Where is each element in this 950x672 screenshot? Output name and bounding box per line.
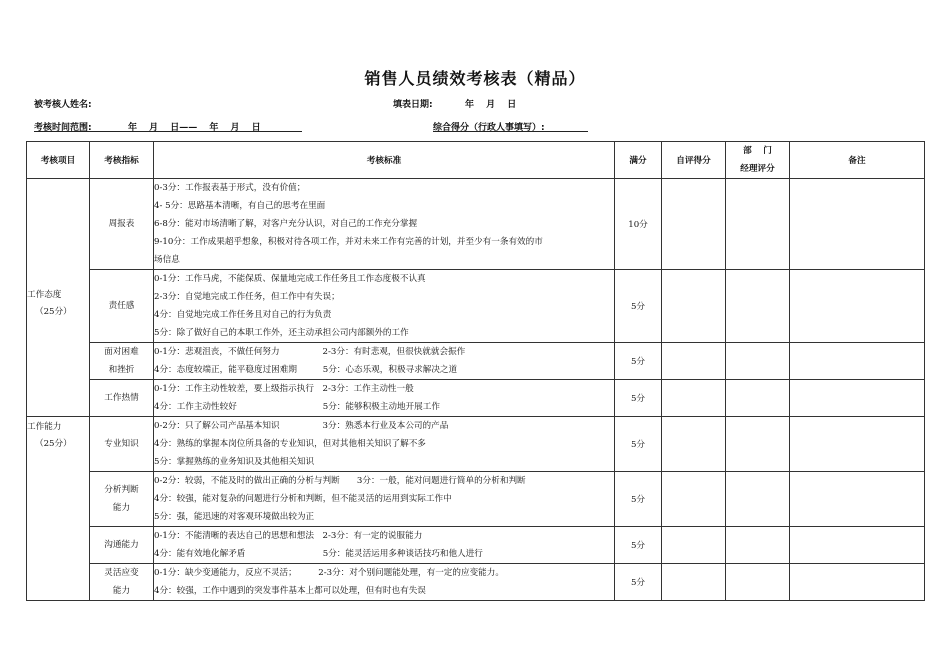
appraisal-table [26,141,925,601]
indicator-label: 能力 [112,586,131,596]
criteria-line: 6-8分：能对市场清晰了解，对客户充分认识，对自己的工作充分掌握 [154,219,418,229]
criteria-cell [154,527,615,564]
criteria-line: 5分：除了做好自己的本职工作外，还主动承担公司内部额外的工作 [154,328,409,338]
indicator-cell [90,343,154,380]
full-score-cell: 5分 [615,564,662,601]
full-score-cell: 5分 [615,417,662,472]
criteria-line: 0-1分：不能清晰的表达自己的思想和想法 2-3分：有一定的说服能力 [154,531,423,541]
criteria-cell [154,564,615,601]
criteria-line: 0-2分：较弱，不能及时的做出正确的分析与判断 3分：一般，能对问题进行简单的分析和判断 [154,476,526,486]
self-score-cell[interactable] [662,179,726,270]
criteria-cell [154,179,615,270]
table-row [27,179,925,270]
total-score-underline [433,131,588,132]
criteria-cell [154,343,615,380]
page-title: 销售人员绩效考核表（精品） [364,69,586,88]
self-score-cell[interactable] [662,417,726,472]
table-row [27,270,925,343]
col-header-full-score: 满分 [615,142,662,179]
category-points: （25分） [35,307,72,317]
manager-score-cell[interactable] [726,527,790,564]
criteria-line: 4- 5分：思路基本清晰，有自己的思考在里面 [154,201,326,211]
indicator-cell: 专业知识 [90,417,154,472]
criteria-line: 4分：较强，能对复杂的问题进行分析和判断，但不能灵活的运用到实际工作中 [154,494,452,504]
table-row [27,527,925,564]
full-score-cell: 5分 [615,270,662,343]
manager-score-cell[interactable] [726,343,790,380]
indicator-label: 和挫折 [108,365,135,375]
indicator-label: 能力 [112,503,131,513]
col-header-note: 备注 [790,142,925,179]
criteria-line: 0-1分：缺少变通能力，反应不灵活； 2-3分：对个别问题能处理，有一定的应变能力。 [154,568,504,578]
manager-score-cell[interactable] [726,179,790,270]
indicator-label: 分析判断 [104,485,139,495]
criteria-line: 4分：较强，工作中遇到的突发事件基本上都可以处理，但有时也有失误 [154,586,426,596]
criteria-line: 5分：掌握熟练的业务知识及其他相关知识 [154,457,315,467]
category-cell [27,179,90,417]
indicator-cell: 沟通能力 [90,527,154,564]
note-cell[interactable] [790,417,925,472]
criteria-cell [154,417,615,472]
category-name: 工作能力 [27,422,62,432]
table-header-row [27,142,925,179]
date-fields: 年 月 日 [465,100,517,110]
self-score-cell[interactable] [662,380,726,417]
table-row [27,380,925,417]
self-score-cell[interactable] [662,472,726,527]
criteria-line: 场信息 [154,255,180,265]
self-score-cell[interactable] [662,527,726,564]
total-score-label: 综合得分（行政人事填写）: [433,123,545,133]
criteria-line: 4分：态度较端正，能平稳度过困难期 5分：心态乐观，积极寻求解决之道 [154,365,458,375]
period-fields: 年 月 日—— 年 月 日 [128,123,261,133]
manager-score-cell[interactable] [726,564,790,601]
note-cell[interactable] [790,564,925,601]
category-name: 工作态度 [27,290,62,300]
criteria-line: 2-3分：自觉地完成工作任务，但工作中有失误； [154,292,340,302]
criteria-line: 0-2分：只了解公司产品基本知识 3分：熟悉本行业及本公司的产品 [154,421,449,431]
criteria-line: 0-1分：工作主动性较差，要上级指示执行 2-3分：工作主动性一般 [154,384,414,394]
note-cell[interactable] [790,343,925,380]
period-underline [34,131,302,132]
manager-score-line-1: 部 门 [743,146,772,156]
full-score-cell: 5分 [615,343,662,380]
indicator-cell [90,564,154,601]
self-score-cell[interactable] [662,564,726,601]
criteria-line: 0-1分：工作马虎，不能保质、保量地完成工作任务且工作态度极不认真 [154,274,426,284]
col-header-indicator: 考核指标 [90,142,154,179]
criteria-line: 4分：工作主动性较好 5分：能够积极主动地开展工作 [154,402,440,412]
full-score-cell: 5分 [615,472,662,527]
period-label: 考核时间范围: [34,123,92,133]
indicator-cell [90,472,154,527]
category-points: （25分） [35,439,72,449]
indicator-label: 面对困难 [104,347,139,357]
indicator-cell: 周报表 [90,179,154,270]
table-row [27,564,925,601]
note-cell[interactable] [790,270,925,343]
note-cell[interactable] [790,179,925,270]
manager-score-cell[interactable] [726,380,790,417]
criteria-line: 0-1分：悲观沮丧，不做任何努力 2-3分：有时悲观，但很快就就会振作 [154,347,466,357]
col-header-criteria: 考核标准 [154,142,615,179]
table-row [27,417,925,472]
self-score-cell[interactable] [662,343,726,380]
criteria-line: 9-10分：工作成果超乎想象，积极对待各项工作，并对未来工作有完善的计划，并至少有一条有效的市 [154,237,543,247]
criteria-line: 0-3分：工作报表基于形式，没有价值； [154,183,306,193]
name-label: 被考核人姓名: [34,100,92,110]
manager-score-line-2: 经理评分 [740,164,775,174]
self-score-cell[interactable] [662,270,726,343]
criteria-cell [154,472,615,527]
col-header-manager-score [726,142,790,179]
criteria-line: 4分：能有效地化解矛盾 5分：能灵活运用多种谈话技巧和他人进行 [154,549,483,559]
table-row [27,472,925,527]
note-cell[interactable] [790,472,925,527]
criteria-line: 5分：强，能迅速的对客观环境做出较为正 [154,512,315,522]
category-cell [27,417,90,601]
indicator-cell: 责任感 [90,270,154,343]
manager-score-cell[interactable] [726,417,790,472]
manager-score-cell[interactable] [726,472,790,527]
table-body [27,179,925,601]
criteria-cell [154,270,615,343]
full-score-cell: 10分 [615,179,662,270]
note-cell[interactable] [790,380,925,417]
col-header-item: 考核项目 [27,142,90,179]
indicator-cell: 工作热情 [90,380,154,417]
note-cell[interactable] [790,527,925,564]
criteria-line: 4分：自觉地完成工作任务且对自己的行为负责 [154,310,332,320]
indicator-label: 灵活应变 [104,568,139,578]
col-header-self-score: 自评得分 [662,142,726,179]
criteria-cell [154,380,615,417]
manager-score-cell[interactable] [726,270,790,343]
full-score-cell: 5分 [615,527,662,564]
table-row [27,343,925,380]
date-label: 填表日期: [393,100,433,110]
criteria-line: 4分：熟练的掌握本岗位所具备的专业知识，但对其他相关知识了解不多 [154,439,426,449]
full-score-cell: 5分 [615,380,662,417]
